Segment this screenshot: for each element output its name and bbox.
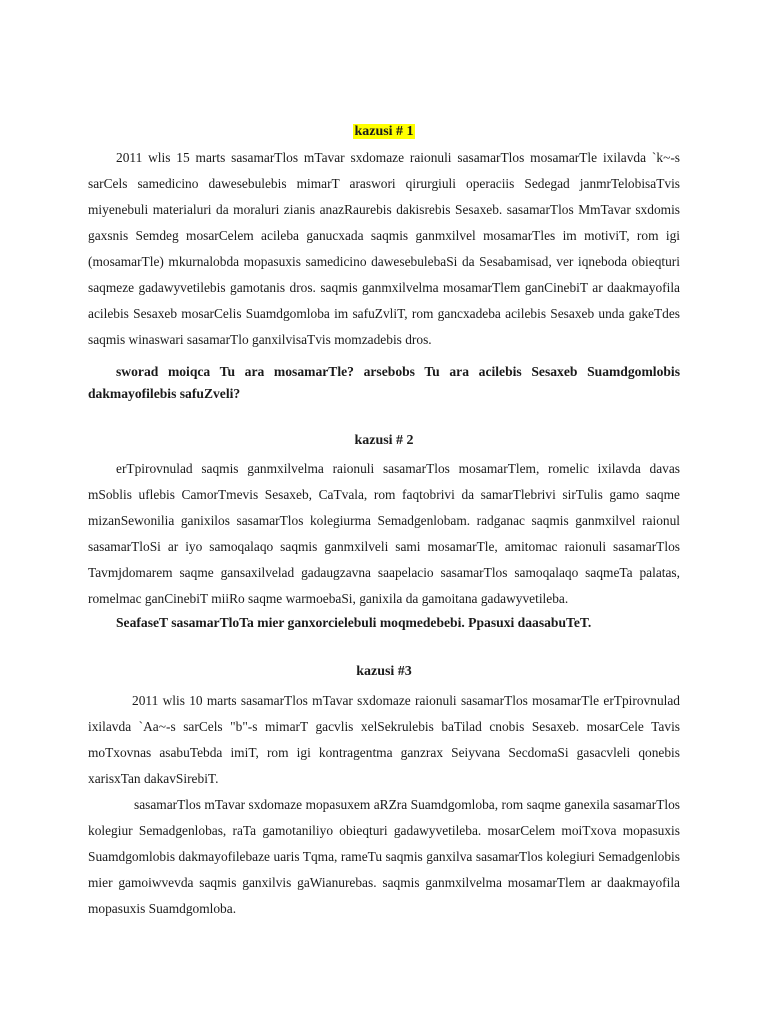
case-2-paragraph: erTpirovnulad saqmis ganmxilvelma raionuli sasamarTlos mosamarTlem, romelic ixilavda davas mSoblis uflebis CamorTmevis Sesaxeb, CaTvala, rom faqtobrivi da samarTlebrivi sirTulis gamo saqme mizanSewonilia ganixilos sasamarTlos kolegiurma Semadgenlobam. radganac saqmis ganmxilvel raionul sasamarTloSi ar iyo samoqalaqo saqmis ganmxilveli sami mosamarTle, amitomac raionuli sasamarTlos Tavmjdomarem saqme gansaxilvelad gadaugzavna saapelacio sasamarTlos samoqalaqo saqmeTa palatas, romelmac ganCinebiT miiRo saqme warmoebaSi, ganixila da gamoitana gadawyvetileba.: [88, 461, 680, 606]
case-1-question: sworad moiqca Tu ara mosamarTle? arsebobs Tu ara acilebis Sesaxeb Suamdgomlobis dakmayofilebis safuZveli?: [88, 364, 680, 401]
case-2-question: SeafaseT sasamarTloTa mier ganxorcielebuli moqmedebebi. Ppasuxi daasabuTeT.: [116, 615, 592, 630]
case-3-title: kazusi #3: [356, 664, 412, 679]
case-3-paragraph-1: 2011 wlis 10 marts sasamarTlos mTavar sxdomaze raionuli sasamarTlos mosamarTle erTpirovnulad ixilavda `Aa~-s sarCels "b"-s mimarT gacvlis xelSekrulebis baTilad cnobis Sesaxeb. mosarCele Tavis moTxovnas asabuTebda imiT, rom igi kontragentma ganzrax Seiyvana SecdomaSi gasacvleli qonebis xarisxTan dakavSirebiT.: [88, 693, 680, 786]
document-page: [88, 122, 680, 922]
case-2-title: kazusi # 2: [354, 433, 414, 448]
case-3-paragraph-2: sasamarTlos mTavar sxdomaze mopasuxem aRZra Suamdgomloba, rom saqme ganexila sasamarTlos kolegiur Semadgenlobas, raTa gamotaniliyo obieqturi gadawyvetileba. mosarCelem moiTxova mopasuxis Suamdgomlobis dakmayofilebaze uaris Tqma, rameTu saqmis ganxilva sasamarTlos kolegiuri Semadgenlobis mier gamoiwvevda saqmis ganxilvis gaWianurebas. saqmis ganmxilvelma mosamarTlem ar daakmayofila mopasuxis Suamdgomloba.: [88, 797, 680, 916]
case-1-paragraph: 2011 wlis 15 marts sasamarTlos mTavar sxdomaze raionuli sasamarTlos mosamarTle ixilavda `k~-s sarCels samedicino dawesebulebis mimarT araswori qirurgiuli operaciis Sedegad janmrTelobisaTvis miyenebuli materialuri da moraluri zianis anazRaurebis dakisrebis Sesaxeb. sasamarTlos MmTavar sxdomis gaxsnis Semdeg mosarCelem acileba ganucxada saqmis ganmxilvel mosamarTles im motiviT, rom igi (mosamarTle) mkurnalobda mopasuxis samedicino dawesebulebaSi da Sesabamisad, ver iqneboda obieqturi saqmeze gadawyvetilebis gamotanis dros. saqmis ganmxilvelma mosamarTlem ganCinebiT ar daakmayofila acilebis Sesaxeb mosarCelis Suamdgomloba im safuZvliT, rom gancxadeba acilebis Sesaxeb unda gakeTdes saqmis winaswari sasamarTlo ganxilvisaTvis momzadebis dros.: [88, 150, 680, 347]
case-1-title: [88, 122, 680, 142]
case-1-title-highlight: kazusi # 1: [354, 124, 414, 139]
